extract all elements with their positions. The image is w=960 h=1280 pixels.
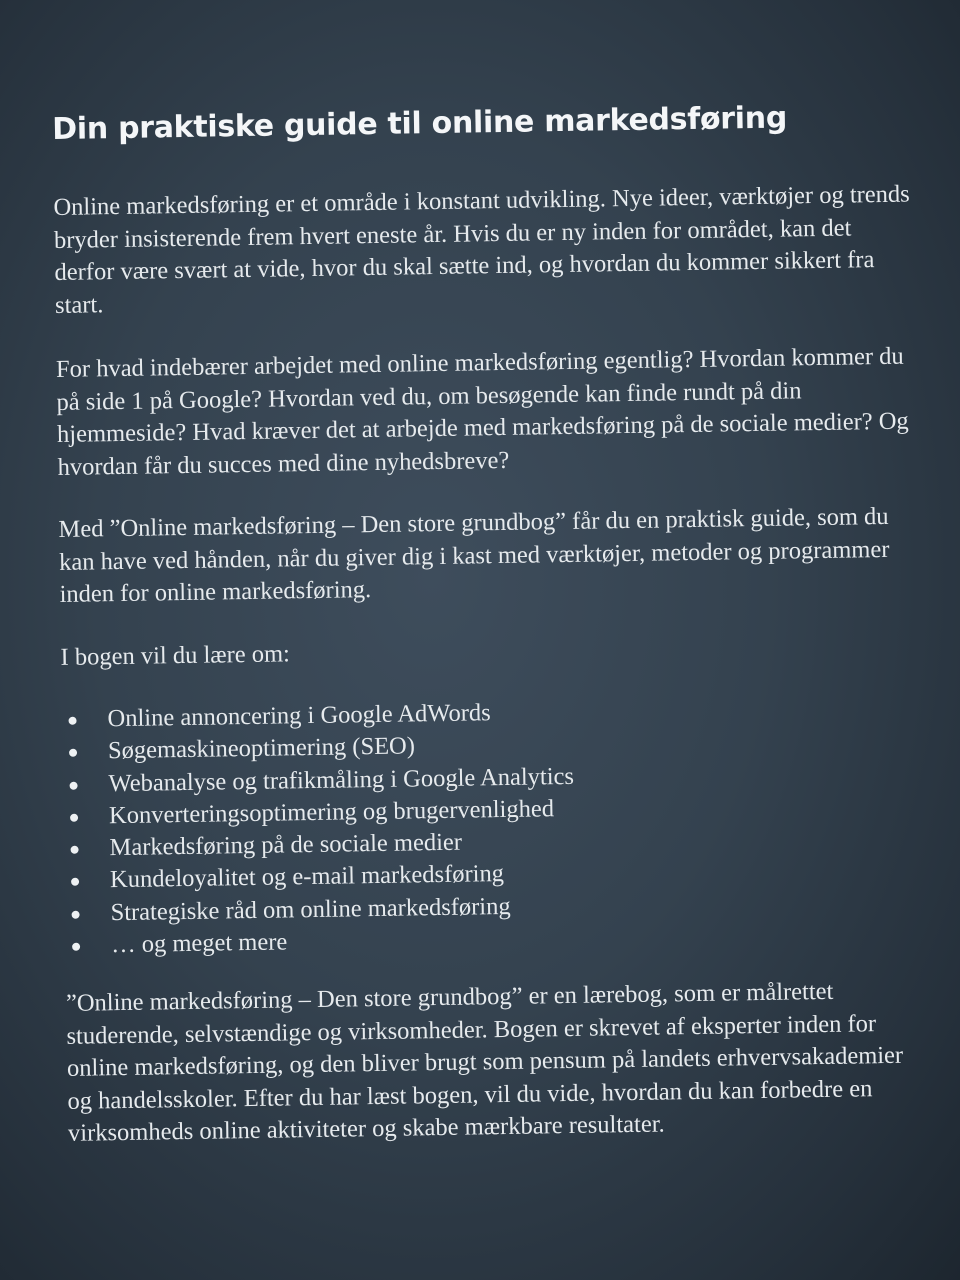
list-item-label: Strategiske råd om online markedsføring [110,892,511,926]
list-item-label: Markedsføring på de sociale medier [109,828,463,862]
bullet-icon [69,717,77,725]
list-item-label: Online annoncering i Google AdWords [107,699,491,733]
list-item-label: Kundeloyalitet og e-mail markedsføring [109,860,505,894]
bullet-icon [70,781,78,789]
book-pitch-paragraph: Med ”Online markedsføring – Den store grundbog” får du en praktisk guide, som du kan have ved hånden, når du giver dig i kast med værktøjer, metoder og programmer inden for online markedsføring. [58,502,890,608]
bullet-icon [72,910,80,918]
list-item-label: Konverteringsoptimering og brugervenlighed [108,795,555,830]
cover-title: Din praktiske guide til online markedsføring [52,100,788,147]
bullet-icon [71,846,79,854]
closing-paragraph: ”Online markedsføring – Den store grundbog” er en lærebog, som er målrettet studerende, selvstændige og virksomheder. Bogen er skrevet af eksperter inden for online markedsføring, og den bliver brugt som pensum på landets erhvervsakademier og handelsskoler. Efter du har læst bogen, vil du vide, hvordan du kan forbedre en virksomheds online aktiviteter og skabe mærkbare resultater. [65,978,904,1148]
list-intro: I bogen vil du lære om: [60,639,291,671]
list-item-label: Webanalyse og trafikmåling i Google Analytics [108,762,575,797]
bullet-icon [72,943,80,951]
book-back-cover [52,98,929,1180]
bullet-icon [69,749,77,757]
bullet-icon [70,814,78,822]
bullet-icon [71,878,79,886]
intro-paragraph: Online markedsføring er et område i konstant udvikling. Nye ideer, værktøjer og trends bryder insisterende frem hvert eneste år. Hvis du er ny inden for området, kan det derfor være svært at vide, hvor du skal sætte ind, og hvordan du kommer sikkert fra start. [53,180,910,319]
list-item-label: Søgemaskineoptimering (SEO) [107,732,416,765]
topics-list [61,690,925,962]
list-item-label: … og meget mere [110,928,288,959]
questions-paragraph: For hvad indebærer arbejdet med online markedsføring egentlig? Hvordan kommer du på side 1 på Google? Hvordan ved du, om besøgende kan finde rundt på din hjemmeside? Hvad kræver det at arbejde med markedsføring på de sociale medier? Og hvordan får du succes med dine nyhedsbreve? [55,342,909,481]
